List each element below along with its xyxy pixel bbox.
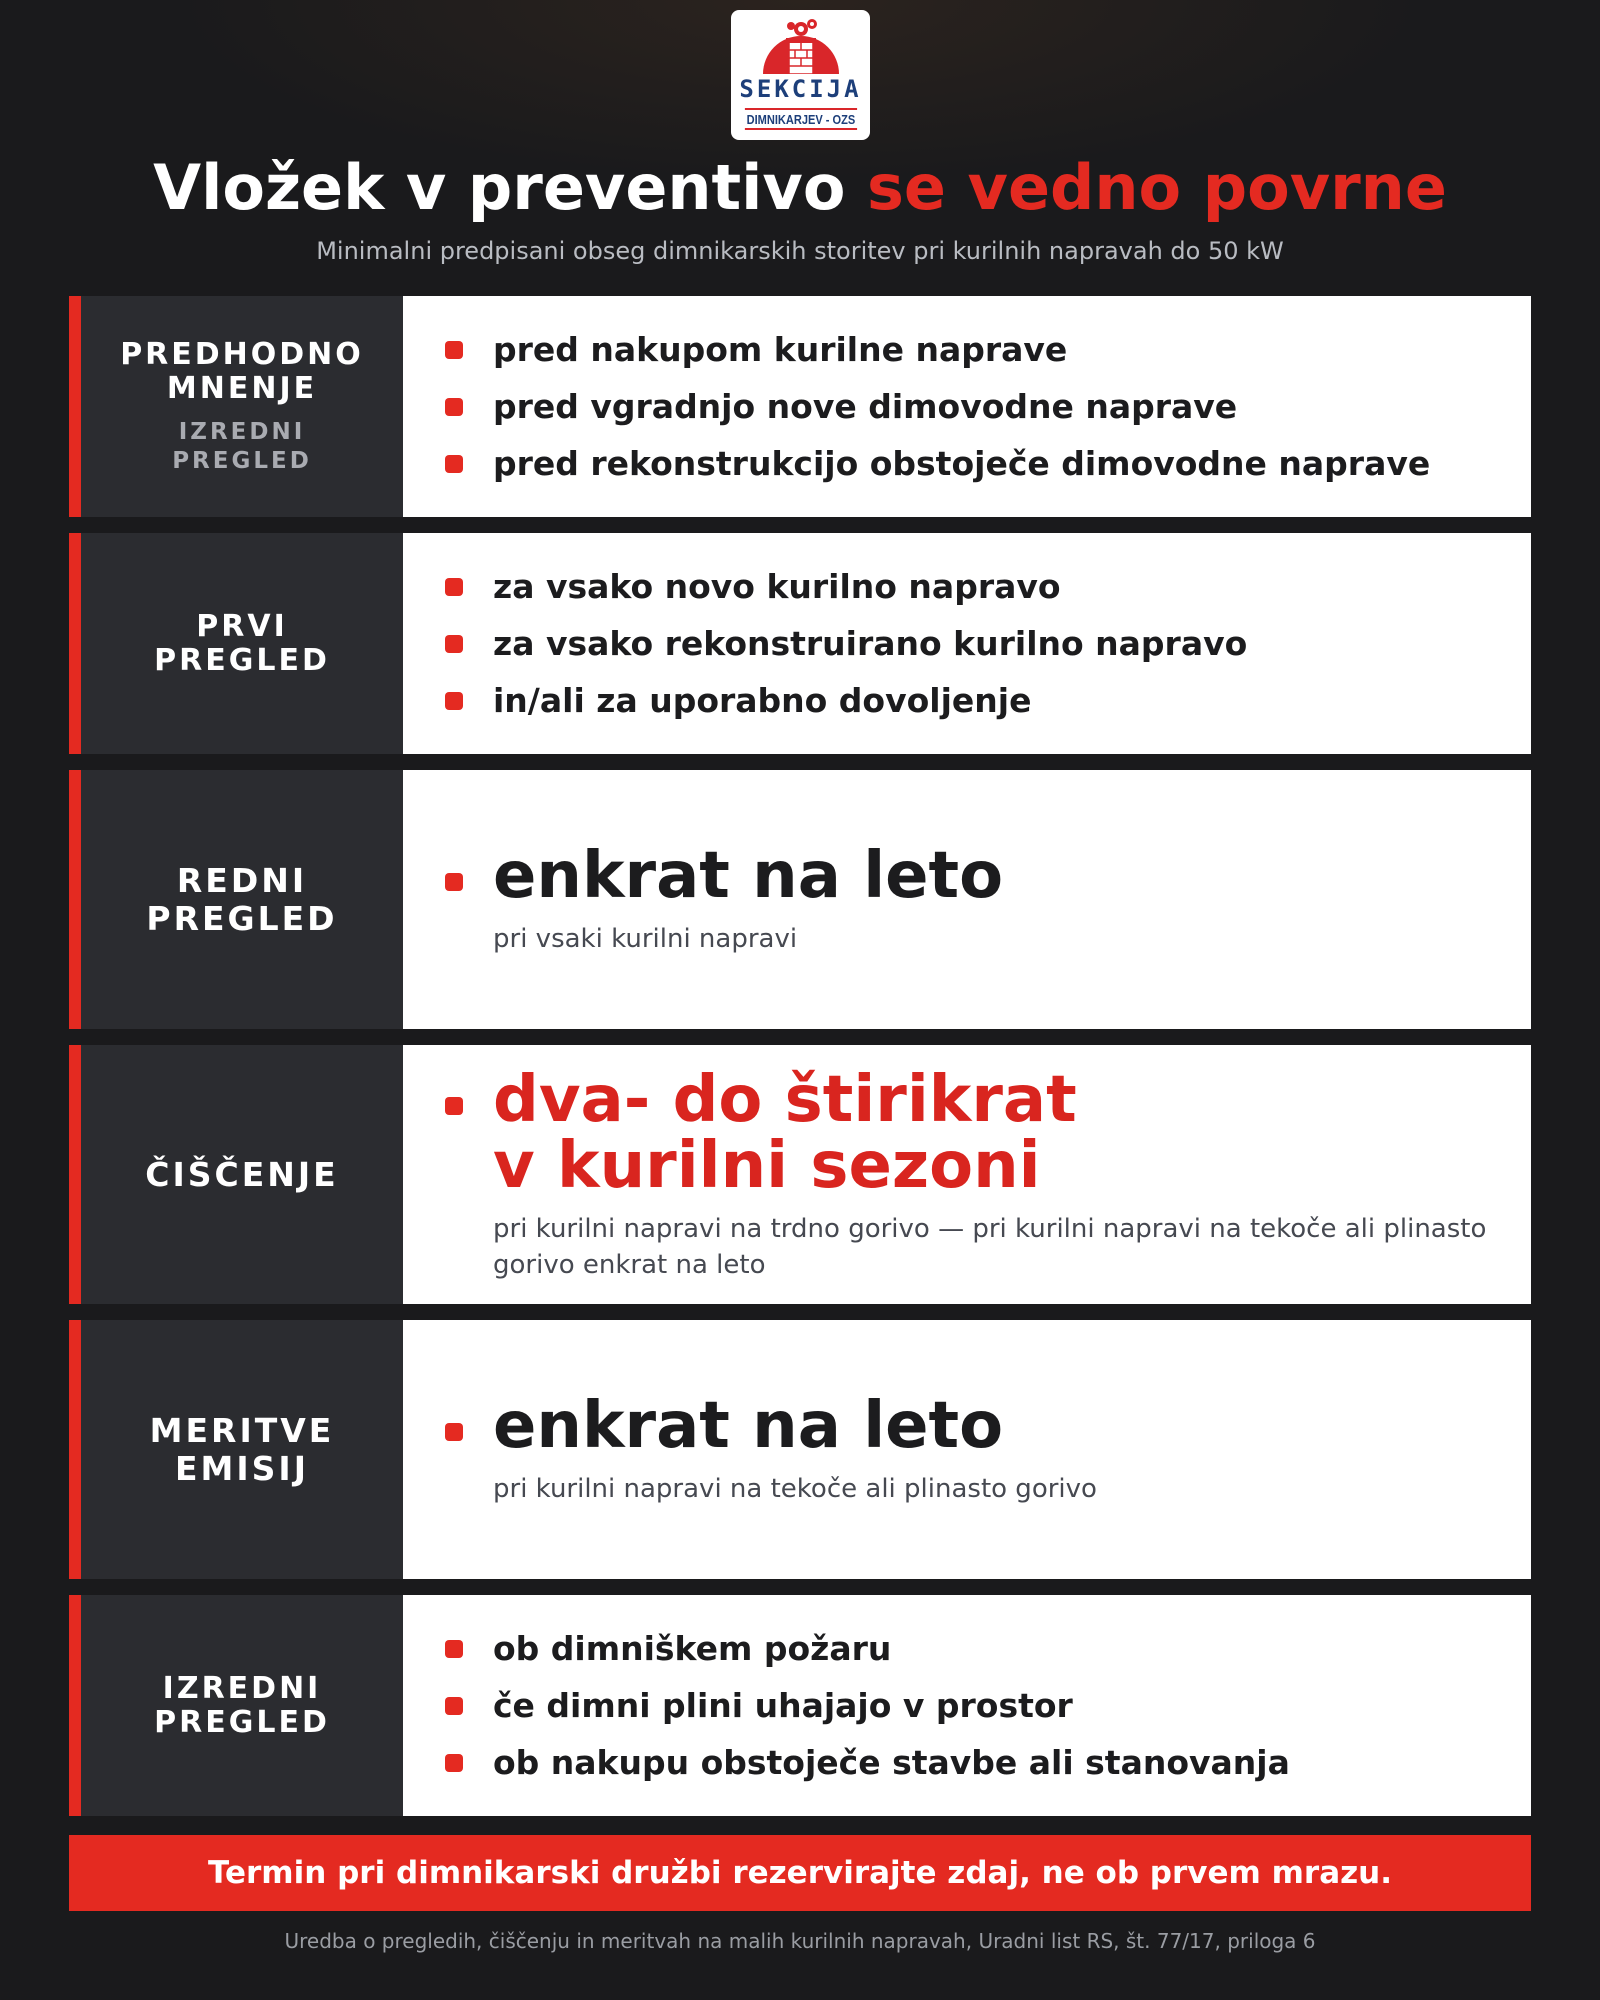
row-meritve-emisij [69, 1320, 1531, 1579]
logo-title: SEKCIJA [739, 75, 862, 103]
list-item [445, 435, 1491, 492]
title-red: se vedno povrne [867, 151, 1447, 224]
frequency [445, 1388, 1491, 1463]
source-note: Uredba o pregledih, čiščenju in meritvah na malih kurilnih napravah, Uradni list RS, št. 77/17, priloga 6 [284, 1929, 1316, 1953]
list-item-text: če dimni plini uhajajo v prostor [493, 1686, 1073, 1725]
label-line: ČIŠČENJE [145, 1154, 339, 1194]
row-prvi-pregled [69, 533, 1531, 754]
list-item-text: in/ali za uporabno dovoljenje [493, 681, 1032, 720]
list-item-text: ob nakupu obstoječe stavbe ali stanovanja [493, 1743, 1290, 1782]
label-line: REDNI [176, 860, 308, 900]
frequency-text [493, 1062, 1077, 1203]
page-subtitle: Minimalni predpisani obseg dimnikarskih storitev pri kurilnih napravah do 50 kW [316, 237, 1284, 265]
list-item-text: pred rekonstrukcijo obstoječe dimovodne naprave [493, 444, 1431, 483]
row-redni-pregled [69, 770, 1531, 1029]
list-item [445, 558, 1491, 615]
bullet-icon [445, 578, 463, 596]
row-label [69, 1320, 403, 1579]
list-item [445, 1677, 1491, 1734]
sublabel [172, 418, 312, 476]
frequency-line: dva- do štirikrat [493, 1062, 1077, 1137]
label-line: PREDHODNO [120, 336, 364, 372]
row-label [69, 1045, 403, 1304]
bullet-icon [445, 1697, 463, 1715]
list-item [445, 1620, 1491, 1677]
frequency [445, 1062, 1491, 1203]
frequency-line: v kurilni sezoni [493, 1128, 1041, 1203]
bullet-icon [445, 692, 463, 710]
list-item-text: za vsako rekonstruirano kurilno napravo [493, 624, 1248, 663]
row-label [69, 533, 403, 754]
list-item [445, 672, 1491, 729]
label-line: MERITVE [149, 1410, 335, 1450]
frequency-note: pri kurilni napravi na tekoče ali plinasto gorivo [493, 1473, 1097, 1504]
frequency-text: enkrat na leto [493, 1388, 1004, 1463]
list-item [445, 378, 1491, 435]
frequency-note: pri vsaki kurilni napravi [493, 923, 798, 954]
service-table [69, 296, 1531, 1832]
label-line: PREGLED [154, 642, 330, 678]
label-line: MNENJE [166, 370, 318, 406]
bullet-icon [445, 341, 463, 359]
list-item [445, 1734, 1491, 1791]
frequency-note: pri kurilni napravi na trdno gorivo — pri kurilni napravi na tekoče ali plinasto gorivo enkrat na leto [493, 1213, 1487, 1280]
label-line: PREGLED [154, 1704, 330, 1740]
row-content [403, 1595, 1531, 1816]
title-white: Vložek v preventivo [153, 151, 846, 224]
row-content [403, 1320, 1531, 1579]
chimney-icon [753, 16, 849, 74]
bullet-icon [445, 455, 463, 473]
sublabel-line: PREGLED [172, 447, 312, 474]
bullet-icon [445, 1754, 463, 1772]
label-line: PRVI [196, 608, 288, 644]
logo [731, 10, 870, 140]
label-line: EMISIJ [175, 1448, 309, 1488]
label-line: IZREDNI [162, 1670, 322, 1706]
bullet-icon [445, 1097, 463, 1115]
list-item-text: ob dimniškem požaru [493, 1629, 892, 1668]
list-item-text: pred nakupom kurilne naprave [493, 330, 1068, 369]
list-item [445, 615, 1491, 672]
bullet-icon [445, 1640, 463, 1658]
row-content [403, 533, 1531, 754]
bullet-icon [445, 1423, 463, 1441]
list-item [445, 321, 1491, 378]
bullet-icon [445, 398, 463, 416]
row-ciscenje [69, 1045, 1531, 1304]
logo-subtitle: DIMNIKARJEV - OZS [744, 108, 856, 130]
list-item-text: za vsako novo kurilno napravo [493, 567, 1061, 606]
row-label [69, 770, 403, 1029]
label-line: PREGLED [146, 898, 338, 938]
bullet-icon [445, 635, 463, 653]
row-label [69, 296, 403, 517]
row-label [69, 1595, 403, 1816]
bullet-icon [445, 873, 463, 891]
row-izredni-pregled [69, 1595, 1531, 1816]
sublabel-line: IZREDNI [178, 418, 306, 445]
row-content [403, 296, 1531, 517]
frequency [445, 838, 1491, 913]
row-content [403, 770, 1531, 1029]
row-predhodno-mnenje [69, 296, 1531, 517]
list-item-text: pred vgradnjo nove dimovodne naprave [493, 387, 1238, 426]
cta-banner: Termin pri dimnikarski družbi rezervirajte zdaj, ne ob prvem mrazu. [69, 1835, 1531, 1911]
row-content [403, 1045, 1531, 1304]
page-title [0, 152, 1600, 224]
frequency-text: enkrat na leto [493, 838, 1004, 913]
